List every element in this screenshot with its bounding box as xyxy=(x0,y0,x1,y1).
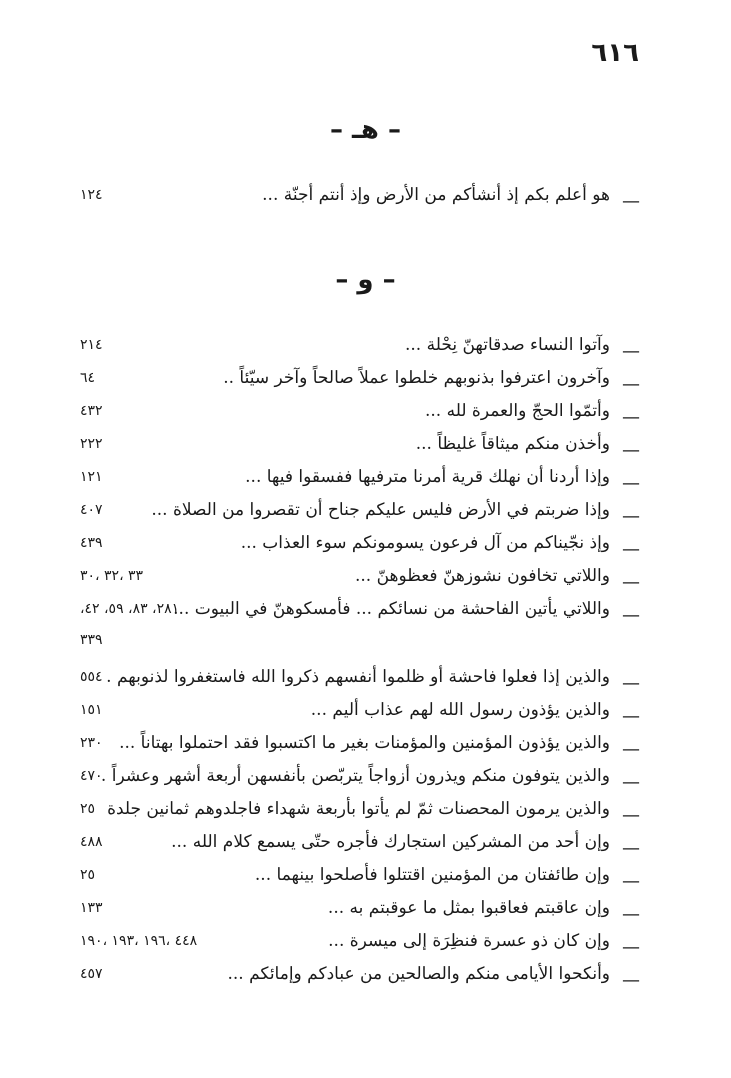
page-refs: ٢١٤ xyxy=(80,337,103,353)
entry-dash: — xyxy=(622,539,640,560)
verse-text: وإن طائفتان من المؤمنين اقتتلوا فأصلحوا بينهما ... xyxy=(254,865,610,885)
entry-dash: — xyxy=(622,838,640,859)
index-entry xyxy=(70,830,640,860)
entry-dash: — xyxy=(622,407,640,428)
entry-dash: — xyxy=(622,772,640,793)
index-entry xyxy=(70,399,640,429)
page-refs: ٢٢٢ xyxy=(80,436,103,452)
verse-text: هو أعلم بكم إذ أنشأكم من الأرض وإذ أنتم أجنّة ... xyxy=(262,185,610,205)
entry-dash: — xyxy=(622,871,640,892)
page-refs: ٤٣٩ xyxy=(80,535,103,551)
index-entry xyxy=(70,432,640,462)
page-refs: ٢٥ xyxy=(80,867,96,883)
page-refs: ١٢١ xyxy=(80,469,103,485)
verse-text: والذين إذا فعلوا فاحشة أو ظلموا أنفسهم ذكروا الله فاستغفروا لذنوبهم . xyxy=(106,667,610,687)
index-entry xyxy=(70,863,640,893)
section-header-waw: – و – xyxy=(335,265,396,295)
entry-dash: — xyxy=(622,191,640,212)
index-entry xyxy=(70,731,640,761)
verse-text: واللاتي تخافون نشوزهنّ فعظوهنّ ... xyxy=(354,566,610,586)
index-entry xyxy=(70,698,640,728)
entry-dash: — xyxy=(622,706,640,727)
index-entry xyxy=(70,564,640,594)
entry-dash: — xyxy=(622,673,640,694)
verse-text: واللاتي يأتين الفاحشة من نسائكم ... فأمسكوهنّ في البيوت ... xyxy=(173,599,610,619)
index-entry xyxy=(70,531,640,561)
index-entry xyxy=(70,333,640,363)
verse-text: وأنكحوا الأيامى منكم والصالحين من عبادكم وإمائكم ... xyxy=(227,964,610,984)
entry-dash: — xyxy=(622,605,640,626)
verse-text: وإذا ضربتم في الأرض فليس عليكم جناح أن تقصروا من الصلاة ... xyxy=(151,500,610,520)
verse-text: وإن عاقبتم فعاقبوا بمثل ما عوقبتم به ... xyxy=(327,898,610,918)
page-refs: ١٣٣ xyxy=(80,900,103,916)
index-entry xyxy=(70,366,640,396)
page-refs: ١٢٤ xyxy=(80,187,103,203)
index-entry xyxy=(70,597,640,627)
page-refs: ٦٤ xyxy=(80,370,96,386)
verse-text: وإذ نجّيناكم من آل فرعون يسومونكم سوء العذاب ... xyxy=(240,533,610,553)
entry-dash: — xyxy=(622,506,640,527)
index-entry xyxy=(70,665,640,695)
page-refs: ٤٣٢ xyxy=(80,403,103,419)
continuation-refs: ٣٣٩ xyxy=(80,632,103,648)
verse-text: والذين يرمون المحصنات ثمّ لم يأتوا بأربعة شهداء فاجلدوهم ثمانين جلدة xyxy=(107,799,610,819)
entry-dash: — xyxy=(622,937,640,958)
index-entry xyxy=(70,962,640,992)
verse-text: وأتمّوا الحجّ والعمرة لله ... xyxy=(424,401,610,421)
index-entry xyxy=(70,929,640,959)
entry-dash: — xyxy=(622,970,640,991)
index-entry xyxy=(70,797,640,827)
page-refs: ٢٨١، ٨٣، ٥٩، ٤٢، xyxy=(80,601,180,617)
section-header-ha: – هـ – xyxy=(329,115,402,145)
page-refs: ٤٤٨ ،١٩٦ ،١٩٣ ،١٩٠ xyxy=(80,933,198,949)
page-refs: ٢٣٠ xyxy=(80,735,103,751)
index-entry xyxy=(70,183,640,213)
verse-text: وآخرون اعترفوا بذنوبهم خلطوا عملاً صالحاً وآخر سيّئاً .. xyxy=(223,368,610,388)
verse-text: وأخذن منكم ميثاقاً غليظاً ... xyxy=(415,434,610,454)
entry-dash: — xyxy=(622,374,640,395)
verse-text: والذين يؤذون رسول الله لهم عذاب أليم ... xyxy=(310,700,610,720)
verse-text: وإذا أردنا أن نهلك قرية أمرنا مترفيها ففسقوا فيها ... xyxy=(245,467,610,487)
page-refs: ١٥١ xyxy=(80,702,103,718)
index-entry xyxy=(70,896,640,926)
entry-dash: — xyxy=(622,341,640,362)
page-refs: ٤٠٧ xyxy=(80,502,103,518)
entry-dash: — xyxy=(622,440,640,461)
index-entry xyxy=(70,498,640,528)
entry-dash: — xyxy=(622,805,640,826)
entry-dash: — xyxy=(622,739,640,760)
page-refs: ٢٥ xyxy=(80,801,96,817)
page-refs: ٣٣ ،٣٢ ،٣٠ xyxy=(80,568,144,584)
verse-text: والذين يتوفون منكم ويذرون أزواجاً يتربّصن بأنفسهن أربعة أشهر وعشراً . xyxy=(100,766,610,786)
page-refs: ٥٥٤ xyxy=(80,669,103,685)
verse-text: والذين يؤذون المؤمنين والمؤمنات بغير ما اكتسبوا فقد احتملوا بهتاناً ... xyxy=(119,733,610,753)
verse-text: وإن أحد من المشركين استجارك فأجره حتّى يسمع كلام الله ... xyxy=(171,832,610,852)
entry-dash: — xyxy=(622,904,640,925)
page-refs: ٤٧٠ xyxy=(80,768,103,784)
entry-dash: — xyxy=(622,473,640,494)
index-entry xyxy=(70,465,640,495)
entry-dash: — xyxy=(622,572,640,593)
page-refs: ٤٨٨ xyxy=(80,834,103,850)
page-refs: ٤٥٧ xyxy=(80,966,103,982)
verse-text: وإن كان ذو عسرة فنظِرَة إلى ميسرة ... xyxy=(328,931,610,951)
verse-text: وآتوا النساء صدقاتهنّ نِحْلة ... xyxy=(405,335,610,355)
page-number: ٦١٦ xyxy=(591,38,639,68)
index-entry xyxy=(70,764,640,794)
